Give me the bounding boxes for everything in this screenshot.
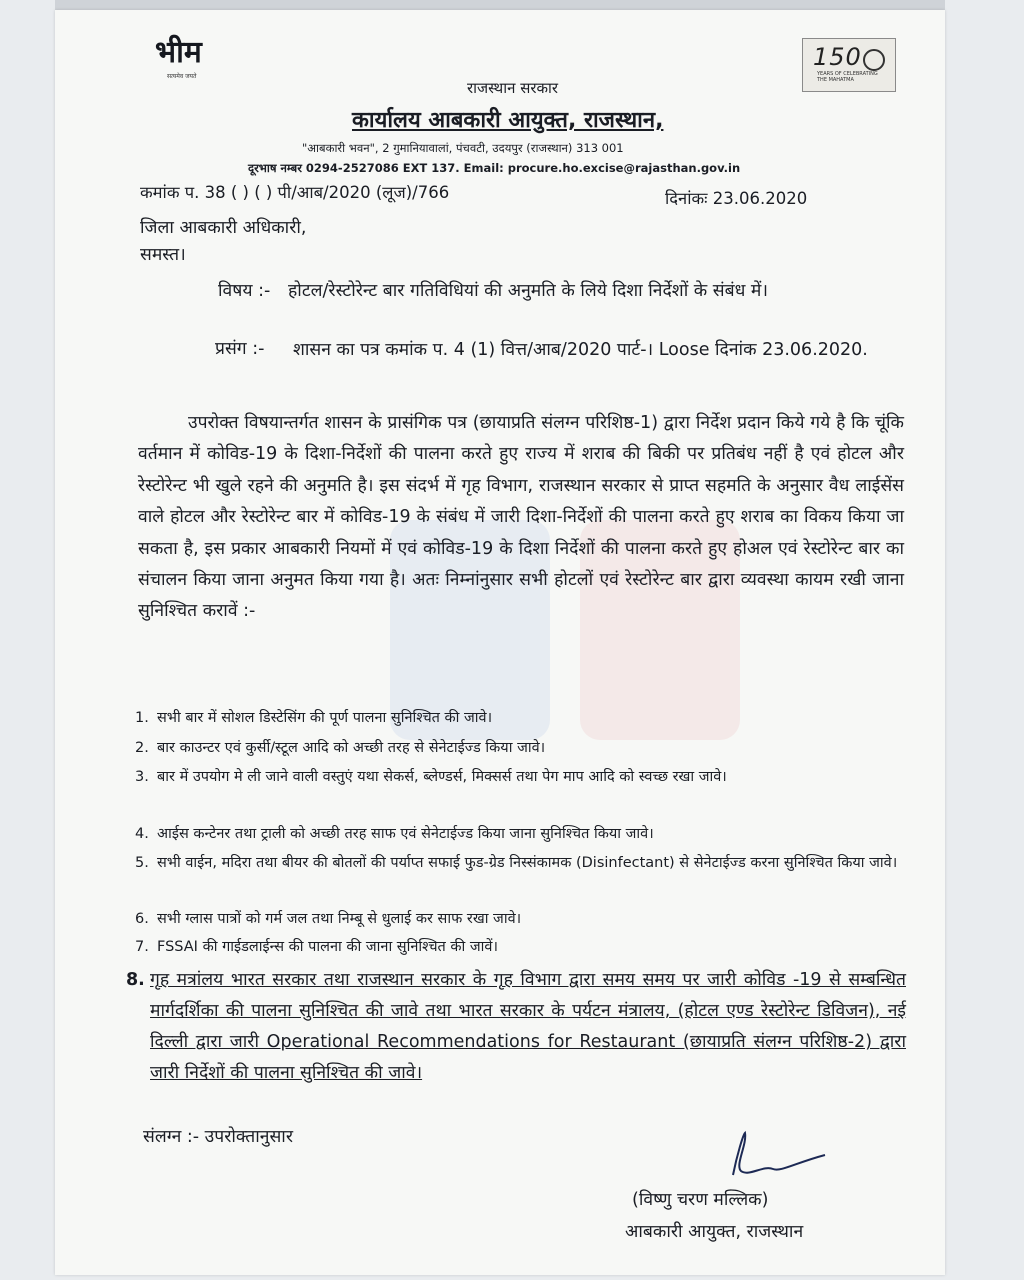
list-item: 1. सभी बार में सोशल डिस्टेसिंग की पूर्ण पालना सुनिश्चित की जावे। [135,710,493,726]
office-contact: दूरभाष नम्बर 0294-2527086 EXT 137. Email: procure.ho.excise@rajasthan.gov.in [248,161,741,175]
subject-label: विषय :- [218,281,271,301]
list-item: 5. सभी वाईन, मदिरा तथा बीयर की बोतलों की पर्याप्त सफाई फुड-ग्रेड निस्संकामक (Disinfectant) से सेनेटाईज्ड करना सुनिश्चित किया जावे। [135,855,898,871]
list-item-8: 8. गृह मत्रांलय भारत सरकार तथा राजस्थान सरकार के गृह विभाग द्वारा समय समय पर जारी कोविड -19 से सम्बन्धित मार्गदर्शिका की पालना सुनिश्चित की जावे तथा भारत सरकार के पर्यटन मंत्रालय, (होटल एण्ड रेस्टोरेन्ट डिविजन), नई दिल्ली द्वारा जारी Operational Recommendations for Restaurant (छायाप्रति संलग्न परिशिष्ठ-2) द्वारा जारी निर्देशों की पालना सुनिश्चित की जावे। [126,970,906,1083]
gandhi-150-stamp: 150 YEARS OF CELEBRATING THE MAHATMA [802,38,896,92]
addressee-all: समस्त। [140,245,186,265]
bhim-logo: भीम सत्यमेव जयते [155,35,202,80]
body-paragraph: उपरोक्त विषयान्तर्गत शासन के प्रासंगिक पत्र (छायाप्रति संलग्न परिशिष्ठ-1) द्वारा निर्देश प्रदान किये गये है कि चूंकि वर्तमान में कोविड-19 के दिशा-निर्देशों की पालना करते हुए राज्य में शराब की बिकी पर प्रतिबंध नहीं है एवं होटल और रेस्टोरेन्ट भी खुले रहने की अनुमति है। इस संदर्भ में गृह विभाग, राजस्थान सरकार से प्राप्त सहमति के अनुसार वैध लाईसेंस वाले होटल और रेस्टोरेन्ट बार में कोविड-19 के संबंध में जारी दिशा-निर्देशों की पालना करते हुए शराब का विकय किया जा सकता है, इस प्रकार आबकारी नियमों में एवं कोविड-19 के दिशा निर्देशों की पालना करते हुए होअल एवं रेस्टोरेन्ट बार का संचालन किया जाना अनुमत किया गया है। अतः निम्नांनुसार सभी होटलों एवं रेस्टोरेन्ट बार द्वारा व्यवस्था कायम रखी जाना सुनिश्चित करावें :- [138,413,904,622]
signatory-title: आबकारी आयुक्त, राजस्थान [625,1222,804,1242]
top-bar [55,0,945,10]
reference-number: कमांक प. 38 ( ) ( ) पी/आब/2020 (लूज)/766 [140,183,450,202]
list-item: 2. बार काउन्टर एवं कुर्सी/स्टूल आदि को अच्छी तरह से सेनेटाईज्ड किया जावे। [135,740,546,756]
govt-name: राजस्थान सरकार [467,79,559,97]
letter-page [55,10,945,1275]
chakra-icon [863,49,885,71]
list-item: 7. FSSAI की गाईडलाईन्स की पालना की जाना सुनिश्चित की जावें। [135,939,498,955]
list-item: 3. बार में उपयोग मे ली जाने वाली वस्तुएं यथा सेकर्स, ब्लेण्डर्स, मिक्सर्स तथा पेग माप आदि को स्वच्छ रखा जावे। [135,769,727,785]
subject-text: होटल/रेस्टोरेन्ट बार गतिविधियां की अनुमति के लिये दिशा निर्देशों के संबंध में। [288,281,769,301]
signature [715,1125,835,1185]
office-address: "आबकारी भवन", 2 गुमानियावालां, पंचवटी, उदयपुर (राजस्थान) 313 001 [302,141,624,155]
addressee: जिला आबकारी अधिकारी, [140,218,307,238]
letter-date: दिनांकः 23.06.2020 [665,189,808,208]
office-title: कार्यालय आबकारी आयुक्त, राजस्थान, [352,108,664,133]
reference-text: शासन का पत्र कमांक प. 4 (1) वित्त/आब/2020 पार्ट-। Loose दिनांक 23.06.2020. [293,340,868,360]
list-item: 6. सभी ग्लास पात्रों को गर्म जल तथा निम्बू से धुलाई कर साफ रखा जावे। [135,911,522,927]
enclosure-note: संलग्न :- उपरोक्तानुसार [143,1127,294,1147]
signatory-name: (विष्णु चरण मल्लिक) [632,1190,769,1210]
reference-label: प्रसंग :- [215,339,265,359]
list-item: 4. आईस कन्टेनर तथा ट्राली को अच्छी तरह साफ एवं सेनेटाईज्ड किया जाना सुनिश्चित किया जावे। [135,826,654,842]
